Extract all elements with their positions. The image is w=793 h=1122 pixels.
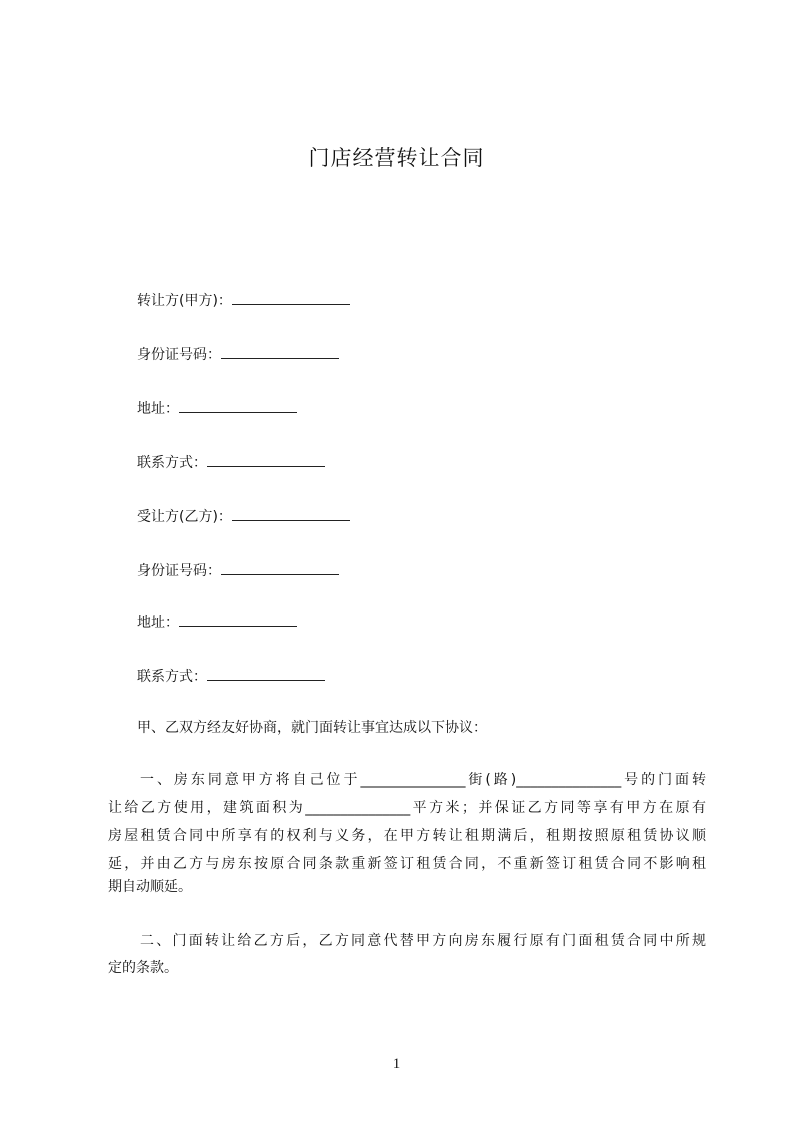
field-label: 受让方(乙方)： [137, 509, 232, 525]
field-label: 联系方式： [137, 669, 207, 685]
transferor-contact-field [137, 452, 325, 472]
fill-blank [179, 398, 297, 413]
clause-2-line: 定的条款。 [108, 960, 178, 976]
clause-1-line: 让给乙方使用，建筑面积为_______________平方米；并保证乙方同等享有甲方在原有 [108, 800, 706, 816]
clause-1-line: 期自动顺延。 [108, 879, 192, 895]
transferee-contact-field [137, 666, 325, 686]
clause-1-line: 一、房东同意甲方将自己位于_______________街(路)_______________号的门面转 [140, 772, 706, 788]
fill-blank [221, 560, 339, 575]
clause-2-line: 二、门面转让给乙方后，乙方同意代替甲方向房东履行原有门面租赁合同中所规 [140, 933, 706, 949]
transferee-address-field [137, 612, 297, 632]
document-title: 门店经营转让合同 [308, 146, 485, 170]
fill-blank [232, 290, 350, 305]
fill-blank [207, 666, 325, 681]
intro-paragraph: 甲、乙双方经友好协商，就门面转让事宜达成以下协议： [137, 720, 487, 736]
fill-blank [221, 344, 339, 359]
transferor-id-field [137, 344, 339, 364]
field-label: 身份证号码： [137, 347, 221, 363]
clause-1-line: 房屋租赁合同中所享有的权利与义务，在甲方转让租期满后，租期按照原租赁协议顺 [108, 828, 706, 844]
transferor-address-field [137, 398, 297, 418]
transferee-name-field [137, 506, 350, 526]
fill-blank [179, 612, 297, 627]
fill-blank [232, 506, 350, 521]
field-label: 身份证号码： [137, 563, 221, 579]
field-label: 地址： [137, 401, 179, 417]
clause-1-line: 延，并由乙方与房东按原合同条款重新签订租赁合同，不重新签订租赁合同不影响租 [108, 856, 706, 872]
fill-blank [207, 452, 325, 467]
field-label: 转让方(甲方)： [137, 293, 232, 309]
field-label: 地址： [137, 615, 179, 631]
transferor-name-field [137, 290, 350, 310]
page-number: 1 [392, 1056, 401, 1072]
field-label: 联系方式： [137, 455, 207, 471]
transferee-id-field [137, 560, 339, 580]
